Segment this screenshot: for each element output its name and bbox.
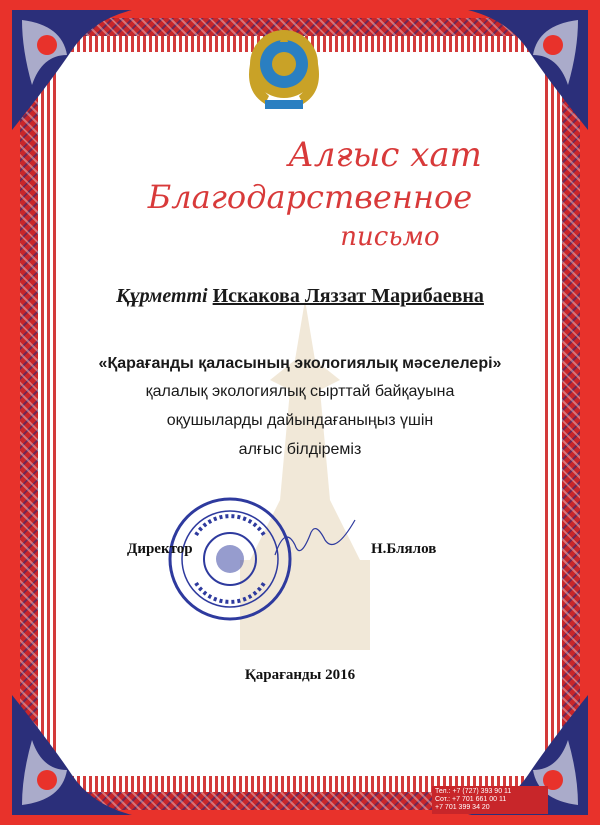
contact-line: +7 701 399 34 20 bbox=[435, 804, 490, 811]
corner-ornament-icon bbox=[12, 695, 132, 815]
city-year: Қарағанды 2016 bbox=[244, 667, 356, 683]
state-emblem-icon bbox=[245, 22, 323, 112]
contact-info bbox=[432, 786, 548, 814]
signatory-position: Директор bbox=[127, 541, 193, 557]
title-kazakh: Алғыс хат bbox=[288, 135, 482, 175]
signature-icon bbox=[270, 515, 360, 565]
greeting-line bbox=[80, 285, 520, 308]
body-line-1: «Қарағанды қаласының экологиялық мәселелері» bbox=[98, 355, 502, 372]
contact-line: Тел.: +7 (727) 393 90 11 bbox=[435, 788, 512, 795]
body-line-3: оқушыларды дайындағаныңыз үшін bbox=[166, 412, 434, 429]
salutation: Құрметті bbox=[116, 285, 208, 307]
corner-ornament-icon bbox=[12, 10, 132, 130]
recipient-name: Искакова Ляззат Марибаевна bbox=[212, 285, 484, 307]
body-line-2: қалалық экологиялық сырттай байқауына bbox=[145, 383, 455, 400]
body-line-4: алғыс білдіреміз bbox=[238, 441, 362, 458]
contact-line: Сот.: +7 701 661 00 11 bbox=[435, 796, 507, 803]
title-russian-line1: Благодарственное bbox=[147, 178, 473, 216]
corner-ornament-icon bbox=[468, 10, 588, 130]
signatory-name: Н.Блялов bbox=[371, 541, 437, 557]
title-russian-line2: письмо bbox=[340, 222, 440, 252]
